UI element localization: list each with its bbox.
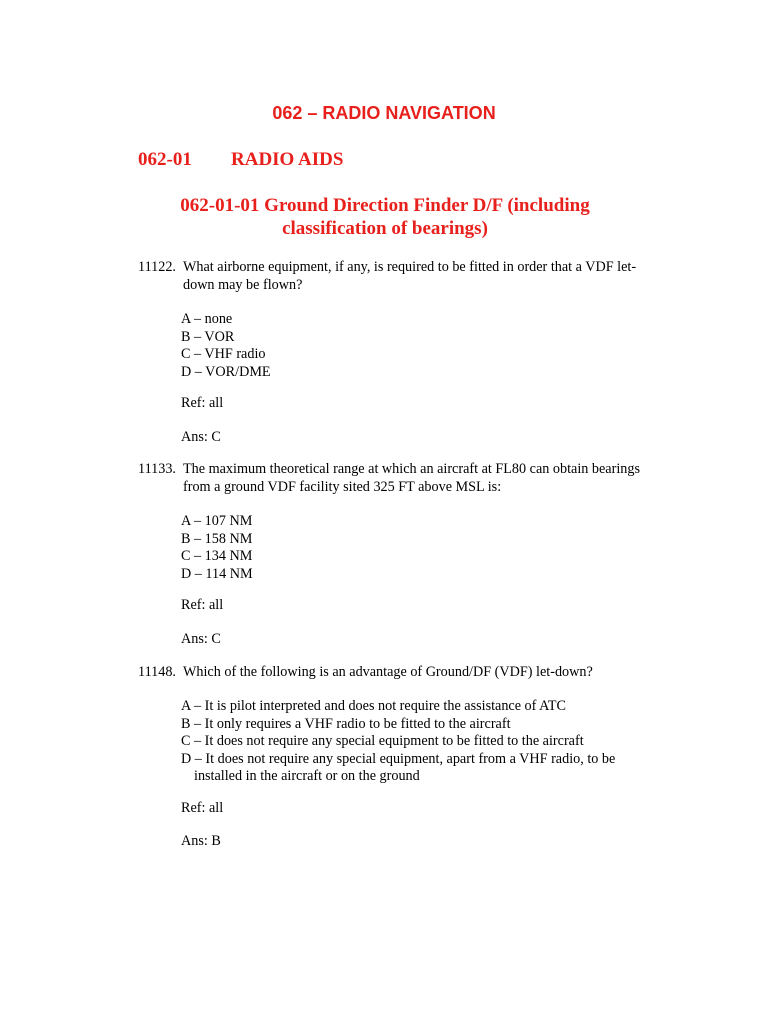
answer-option: B – 158 NM [181,530,253,547]
section-heading-line-2: classification of bearings) [282,218,488,239]
question-text: The maximum theoretical range at which an aircraft at FL80 can obtain bearings from a ground VDF facility sited 325 FT above MSL is: [183,461,640,495]
question-block [138,461,653,647]
chapter-number: 062-01 [138,149,192,170]
question-block [138,664,653,849]
answer-options [181,513,641,583]
answer-option: B – VOR [181,328,235,345]
answer-option: B – It only requires a VHF radio to be fitted to the aircraft [181,715,511,732]
question-block [138,259,653,445]
answer-options [181,311,641,381]
question-answer: Ans: B [181,833,221,849]
answer-option: D – VOR/DME [181,363,271,380]
document-title: 062 – RADIO NAVIGATION [272,103,496,123]
answer-option: C – VHF radio [181,346,266,362]
section-heading [138,194,632,240]
question-number: 11133. [138,461,176,477]
question-stem [138,664,653,682]
answer-option: A – It is pilot interpreted and does not require the assistance of ATC [181,698,566,714]
section-heading-line-1: 062-01-01 Ground Direction Finder D/F (including [180,195,590,216]
answer-options [181,698,641,786]
question-reference: Ref: all [181,597,224,613]
answer-option: D – 114 NM [181,565,253,582]
chapter-heading [138,149,343,171]
question-reference: Ref: all [181,800,224,816]
question-stem [138,259,653,294]
question-text: Which of the following is an advantage of Ground/DF (VDF) let-down? [183,664,593,680]
question-answer: Ans: C [181,631,221,647]
question-number: 11122. [138,259,176,275]
chapter-name: RADIO AIDS [231,149,344,170]
question-text: What airborne equipment, if any, is required to be fitted in order that a VDF let-down may be flown? [183,259,637,293]
answer-option: C – It does not require any special equipment to be fitted to the aircraft [181,733,584,749]
answer-option: D – It does not require any special equipment, apart from a VHF radio, to be installed in the aircraft or on the ground [181,750,616,784]
answer-option: C – 134 NM [181,548,253,564]
question-stem [138,461,653,496]
question-reference: Ref: all [181,395,224,411]
answer-option: A – 107 NM [181,513,253,529]
question-number: 11148. [138,664,176,680]
question-answer: Ans: C [181,429,221,445]
answer-option: A – none [181,311,233,327]
